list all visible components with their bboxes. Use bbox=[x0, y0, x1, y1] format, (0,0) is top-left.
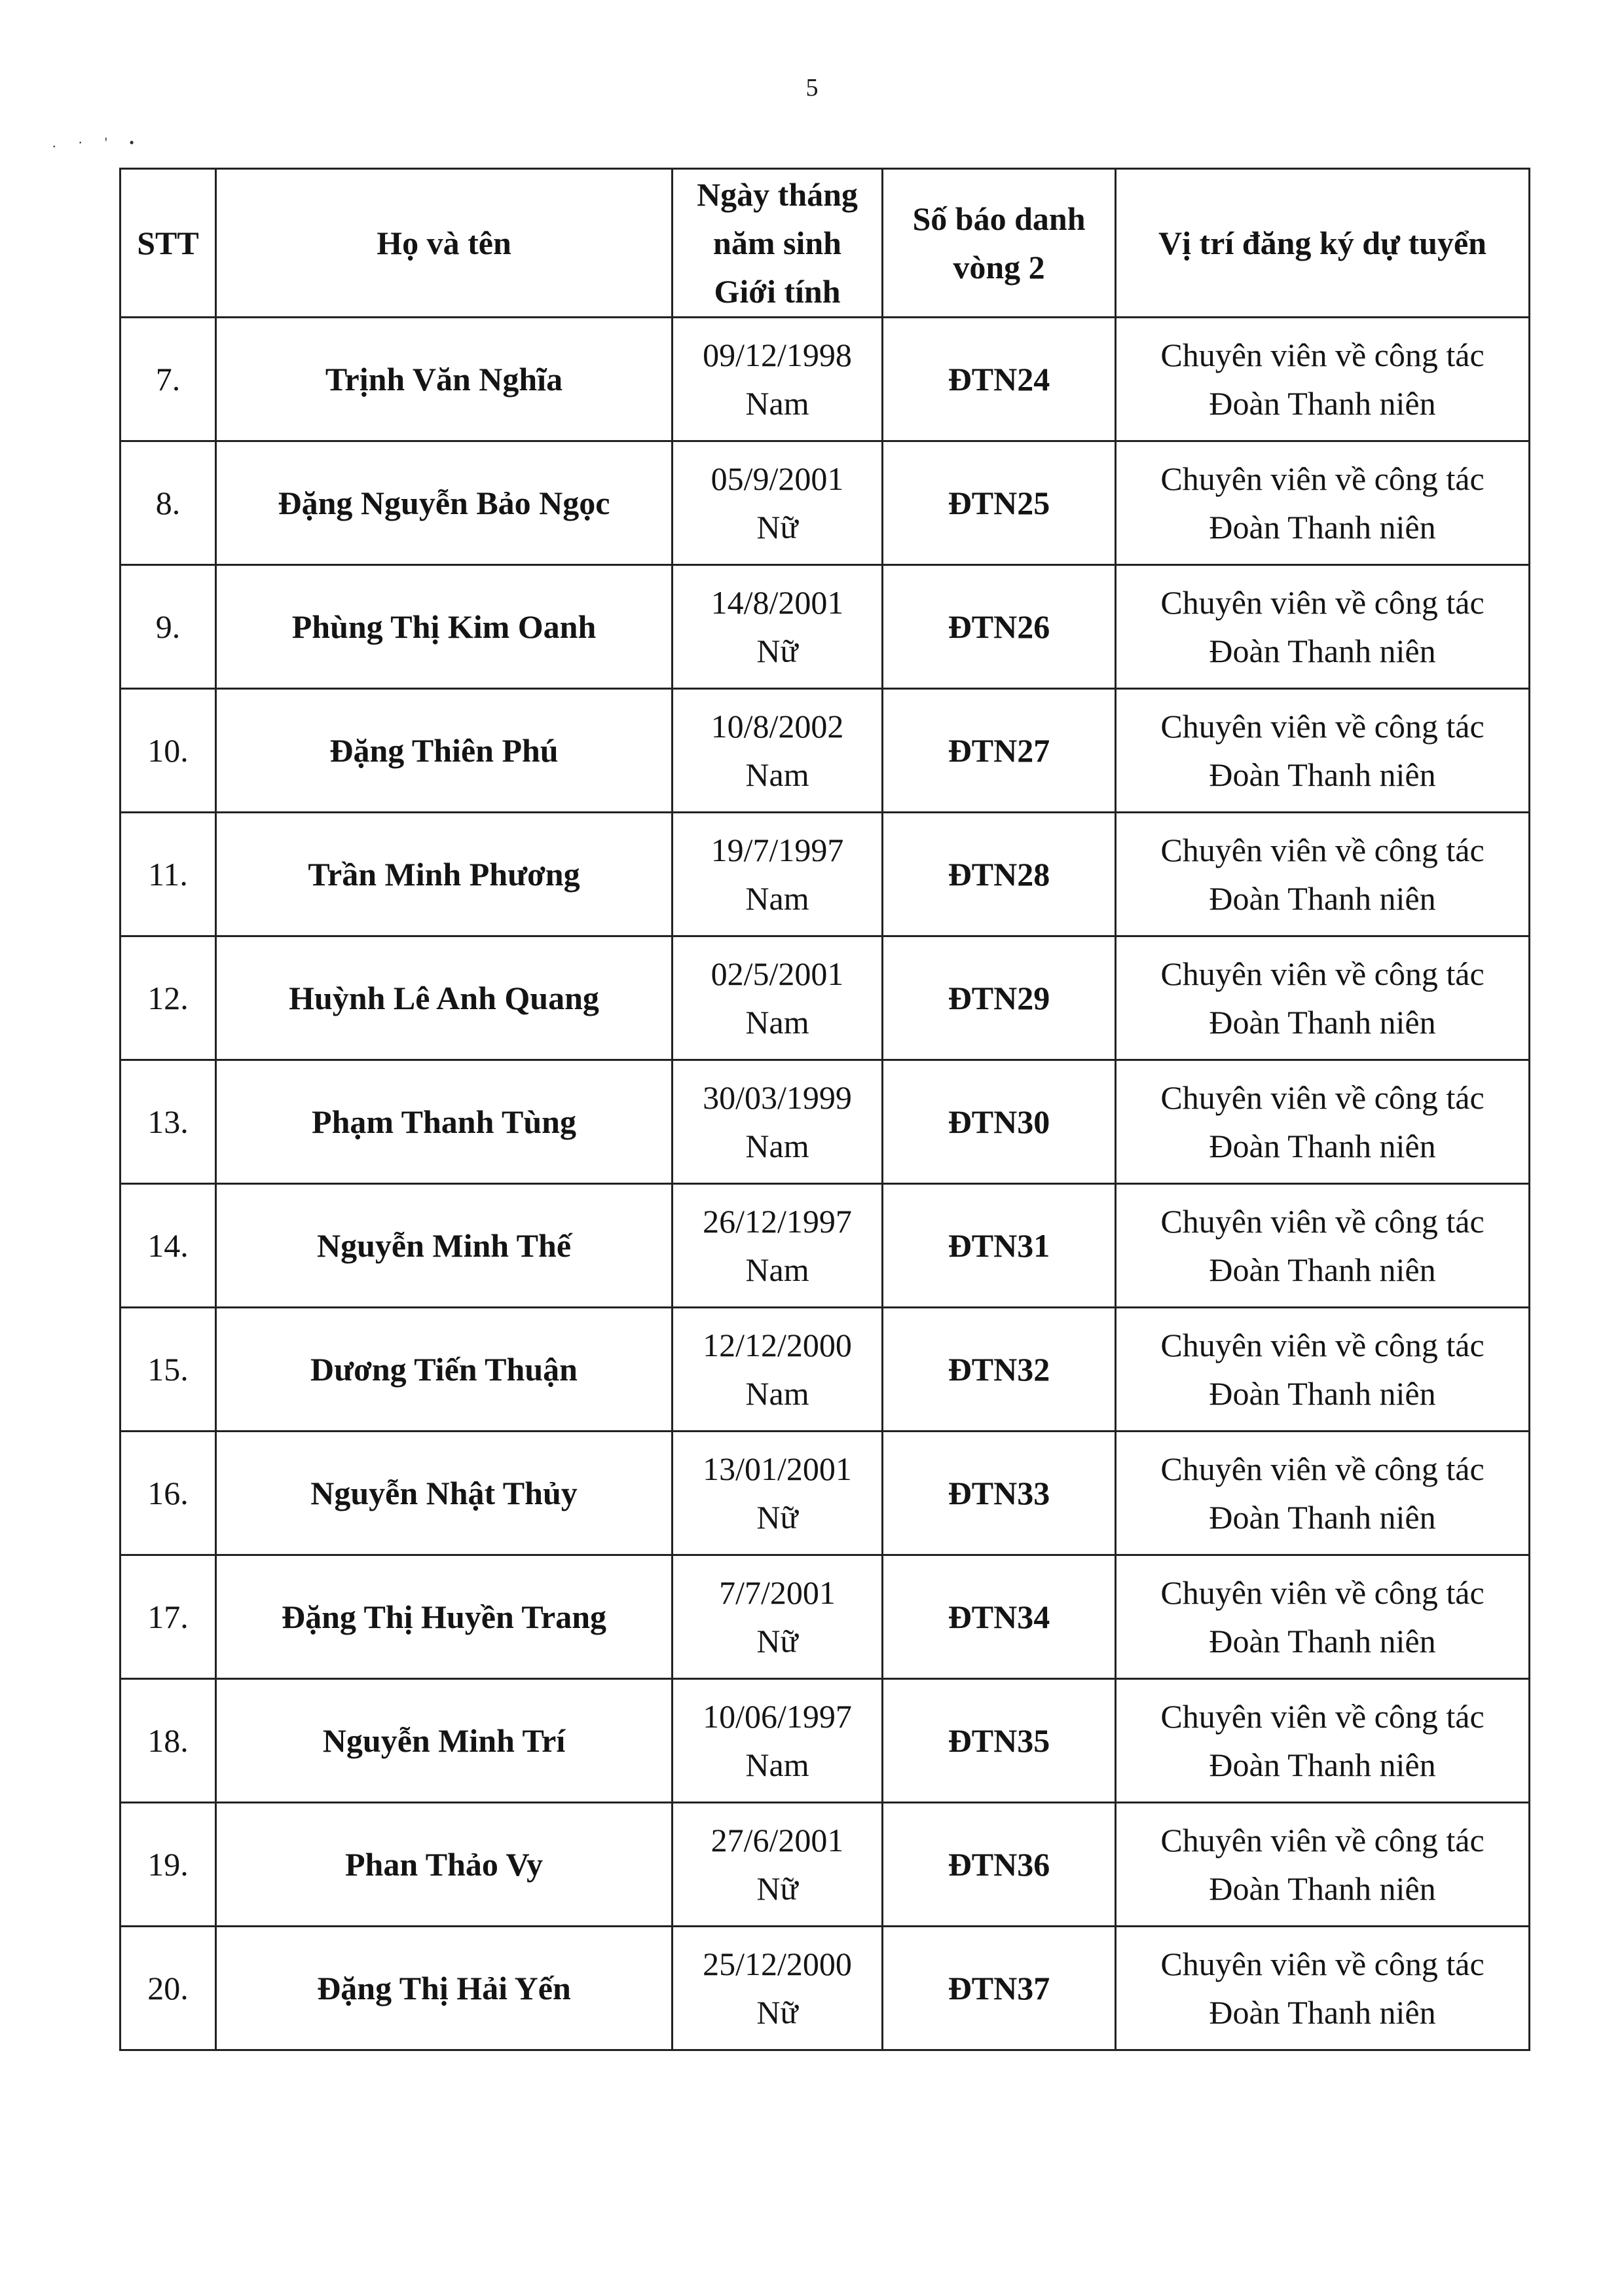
cell-dob-gender bbox=[673, 1184, 883, 1308]
cell-position-line1: Chuyên viên về công tác bbox=[1160, 1574, 1485, 1611]
cell-position bbox=[1116, 936, 1530, 1060]
cell-gender: Nữ bbox=[756, 1499, 798, 1536]
header-dob-line2: năm sinh bbox=[713, 225, 841, 261]
header-sbd-line2: vòng 2 bbox=[953, 249, 1045, 286]
cell-dob-gender bbox=[673, 1927, 883, 2050]
cell-dob: 10/8/2002 bbox=[710, 708, 844, 745]
cell-stt: 9. bbox=[120, 565, 216, 689]
cell-position-line2: Đoàn Thanh niên bbox=[1209, 1747, 1436, 1783]
cell-name: Nguyễn Nhật Thủy bbox=[216, 1432, 673, 1555]
cell-dob: 12/12/2000 bbox=[703, 1327, 852, 1363]
table-row bbox=[120, 1184, 1530, 1308]
cell-dob: 25/12/2000 bbox=[703, 1946, 852, 1982]
cell-stt: 14. bbox=[120, 1184, 216, 1308]
header-sbd bbox=[883, 169, 1116, 318]
table-row bbox=[120, 441, 1530, 565]
cell-position-line2: Đoàn Thanh niên bbox=[1209, 1251, 1436, 1288]
table-row bbox=[120, 1432, 1530, 1555]
cell-gender: Nam bbox=[745, 385, 809, 422]
cell-name: Đặng Thiên Phú bbox=[216, 689, 673, 813]
table-row bbox=[120, 1555, 1530, 1679]
cell-name: Nguyễn Minh Trí bbox=[216, 1679, 673, 1803]
cell-dob-gender bbox=[673, 1308, 883, 1432]
cell-dob-gender bbox=[673, 1679, 883, 1803]
cell-sbd: ĐTN29 bbox=[883, 936, 1116, 1060]
cell-stt: 13. bbox=[120, 1060, 216, 1184]
cell-dob-gender bbox=[673, 1555, 883, 1679]
cell-position bbox=[1116, 813, 1530, 936]
table-row bbox=[120, 1803, 1530, 1927]
cell-stt: 11. bbox=[120, 813, 216, 936]
cell-gender: Nữ bbox=[756, 1870, 798, 1907]
cell-stt: 15. bbox=[120, 1308, 216, 1432]
cell-dob: 05/9/2001 bbox=[710, 460, 844, 497]
cell-position bbox=[1116, 1927, 1530, 2050]
cell-position bbox=[1116, 1555, 1530, 1679]
cell-sbd: ĐTN26 bbox=[883, 565, 1116, 689]
cell-position-line1: Chuyên viên về công tác bbox=[1160, 1698, 1485, 1735]
cell-position-line2: Đoàn Thanh niên bbox=[1209, 1623, 1436, 1659]
cell-sbd: ĐTN32 bbox=[883, 1308, 1116, 1432]
cell-name: Phan Thảo Vy bbox=[216, 1803, 673, 1927]
cell-dob: 09/12/1998 bbox=[703, 337, 852, 373]
cell-position bbox=[1116, 689, 1530, 813]
cell-gender: Nam bbox=[745, 1375, 809, 1412]
table-row bbox=[120, 1679, 1530, 1803]
header-dob-gender bbox=[673, 169, 883, 318]
cell-dob: 19/7/1997 bbox=[710, 832, 844, 868]
cell-position bbox=[1116, 1679, 1530, 1803]
cell-gender: Nữ bbox=[756, 1623, 798, 1659]
cell-dob: 27/6/2001 bbox=[710, 1822, 844, 1858]
cell-gender: Nam bbox=[745, 1251, 809, 1288]
cell-sbd: ĐTN36 bbox=[883, 1803, 1116, 1927]
cell-name: Trần Minh Phương bbox=[216, 813, 673, 936]
cell-name: Phùng Thị Kim Oanh bbox=[216, 565, 673, 689]
cell-position bbox=[1116, 1803, 1530, 1927]
scan-marks: . · ' • bbox=[52, 134, 143, 151]
cell-position bbox=[1116, 1184, 1530, 1308]
header-dob-line1: Ngày tháng bbox=[697, 176, 858, 213]
cell-sbd: ĐTN30 bbox=[883, 1060, 1116, 1184]
cell-dob: 7/7/2001 bbox=[719, 1574, 836, 1611]
cell-dob: 14/8/2001 bbox=[710, 584, 844, 621]
cell-sbd: ĐTN28 bbox=[883, 813, 1116, 936]
cell-position-line1: Chuyên viên về công tác bbox=[1160, 1822, 1485, 1858]
cell-dob: 30/03/1999 bbox=[703, 1079, 852, 1116]
cell-sbd: ĐTN37 bbox=[883, 1927, 1116, 2050]
cell-name: Đặng Thị Huyền Trang bbox=[216, 1555, 673, 1679]
cell-name: Huỳnh Lê Anh Quang bbox=[216, 936, 673, 1060]
cell-dob: 13/01/2001 bbox=[703, 1451, 852, 1487]
cell-gender: Nam bbox=[745, 756, 809, 793]
cell-position-line1: Chuyên viên về công tác bbox=[1160, 955, 1485, 992]
cell-position bbox=[1116, 318, 1530, 441]
cell-position-line1: Chuyên viên về công tác bbox=[1160, 460, 1485, 497]
cell-dob-gender bbox=[673, 441, 883, 565]
cell-position-line2: Đoàn Thanh niên bbox=[1209, 756, 1436, 793]
cell-stt: 10. bbox=[120, 689, 216, 813]
cell-stt: 20. bbox=[120, 1927, 216, 2050]
cell-position-line2: Đoàn Thanh niên bbox=[1209, 1994, 1436, 2031]
cell-sbd: ĐTN35 bbox=[883, 1679, 1116, 1803]
cell-name: Trịnh Văn Nghĩa bbox=[216, 318, 673, 441]
cell-dob-gender bbox=[673, 813, 883, 936]
cell-position bbox=[1116, 1060, 1530, 1184]
cell-sbd: ĐTN33 bbox=[883, 1432, 1116, 1555]
cell-gender: Nữ bbox=[756, 509, 798, 545]
cell-gender: Nữ bbox=[756, 633, 798, 669]
header-name: Họ và tên bbox=[216, 169, 673, 318]
cell-name: Phạm Thanh Tùng bbox=[216, 1060, 673, 1184]
cell-position-line1: Chuyên viên về công tác bbox=[1160, 1203, 1485, 1240]
cell-stt: 12. bbox=[120, 936, 216, 1060]
cell-position-line1: Chuyên viên về công tác bbox=[1160, 1946, 1485, 1982]
header-dob-line3: Giới tính bbox=[714, 273, 841, 310]
cell-gender: Nam bbox=[745, 1004, 809, 1041]
page-number: 5 bbox=[805, 74, 819, 102]
cell-dob-gender bbox=[673, 1803, 883, 1927]
cell-position bbox=[1116, 565, 1530, 689]
candidate-table bbox=[119, 168, 1530, 2051]
cell-stt: 16. bbox=[120, 1432, 216, 1555]
cell-position-line2: Đoàn Thanh niên bbox=[1209, 509, 1436, 545]
cell-dob-gender bbox=[673, 689, 883, 813]
cell-position-line2: Đoàn Thanh niên bbox=[1209, 1870, 1436, 1907]
cell-gender: Nam bbox=[745, 1128, 809, 1164]
header-sbd-line1: Số báo danh bbox=[912, 200, 1086, 237]
cell-stt: 18. bbox=[120, 1679, 216, 1803]
cell-sbd: ĐTN31 bbox=[883, 1184, 1116, 1308]
cell-dob-gender bbox=[673, 1060, 883, 1184]
cell-stt: 7. bbox=[120, 318, 216, 441]
cell-name: Nguyễn Minh Thế bbox=[216, 1184, 673, 1308]
cell-sbd: ĐTN24 bbox=[883, 318, 1116, 441]
table-body bbox=[120, 318, 1530, 2050]
cell-position-line2: Đoàn Thanh niên bbox=[1209, 633, 1436, 669]
table-row bbox=[120, 1060, 1530, 1184]
table-row bbox=[120, 1308, 1530, 1432]
header-stt: STT bbox=[120, 169, 216, 318]
cell-dob-gender bbox=[673, 936, 883, 1060]
cell-dob: 02/5/2001 bbox=[710, 955, 844, 992]
cell-position bbox=[1116, 1432, 1530, 1555]
table-row bbox=[120, 565, 1530, 689]
cell-gender: Nữ bbox=[756, 1994, 798, 2031]
cell-sbd: ĐTN27 bbox=[883, 689, 1116, 813]
table-row bbox=[120, 689, 1530, 813]
cell-sbd: ĐTN25 bbox=[883, 441, 1116, 565]
table-header-row bbox=[120, 169, 1530, 318]
table-row bbox=[120, 318, 1530, 441]
cell-position-line1: Chuyên viên về công tác bbox=[1160, 1079, 1485, 1116]
table-row bbox=[120, 813, 1530, 936]
cell-position-line2: Đoàn Thanh niên bbox=[1209, 880, 1436, 917]
cell-dob-gender bbox=[673, 1432, 883, 1555]
table-row bbox=[120, 1927, 1530, 2050]
header-position: Vị trí đăng ký dự tuyển bbox=[1116, 169, 1530, 318]
cell-name: Đặng Thị Hải Yến bbox=[216, 1927, 673, 2050]
cell-sbd: ĐTN34 bbox=[883, 1555, 1116, 1679]
cell-dob: 10/06/1997 bbox=[703, 1698, 852, 1735]
cell-gender: Nam bbox=[745, 1747, 809, 1783]
cell-name: Đặng Nguyễn Bảo Ngọc bbox=[216, 441, 673, 565]
cell-position-line1: Chuyên viên về công tác bbox=[1160, 1327, 1485, 1363]
cell-name: Dương Tiến Thuận bbox=[216, 1308, 673, 1432]
cell-stt: 8. bbox=[120, 441, 216, 565]
cell-position-line2: Đoàn Thanh niên bbox=[1209, 1375, 1436, 1412]
cell-position-line1: Chuyên viên về công tác bbox=[1160, 708, 1485, 745]
cell-dob-gender bbox=[673, 565, 883, 689]
cell-position-line2: Đoàn Thanh niên bbox=[1209, 1128, 1436, 1164]
cell-stt: 19. bbox=[120, 1803, 216, 1927]
cell-position-line2: Đoàn Thanh niên bbox=[1209, 1004, 1436, 1041]
cell-position bbox=[1116, 441, 1530, 565]
cell-gender: Nam bbox=[745, 880, 809, 917]
cell-position-line2: Đoàn Thanh niên bbox=[1209, 385, 1436, 422]
cell-position-line1: Chuyên viên về công tác bbox=[1160, 1451, 1485, 1487]
cell-position-line1: Chuyên viên về công tác bbox=[1160, 584, 1485, 621]
cell-position-line1: Chuyên viên về công tác bbox=[1160, 337, 1485, 373]
cell-position bbox=[1116, 1308, 1530, 1432]
cell-dob-gender bbox=[673, 318, 883, 441]
table-row bbox=[120, 936, 1530, 1060]
cell-position-line1: Chuyên viên về công tác bbox=[1160, 832, 1485, 868]
cell-dob: 26/12/1997 bbox=[703, 1203, 852, 1240]
cell-position-line2: Đoàn Thanh niên bbox=[1209, 1499, 1436, 1536]
cell-stt: 17. bbox=[120, 1555, 216, 1679]
